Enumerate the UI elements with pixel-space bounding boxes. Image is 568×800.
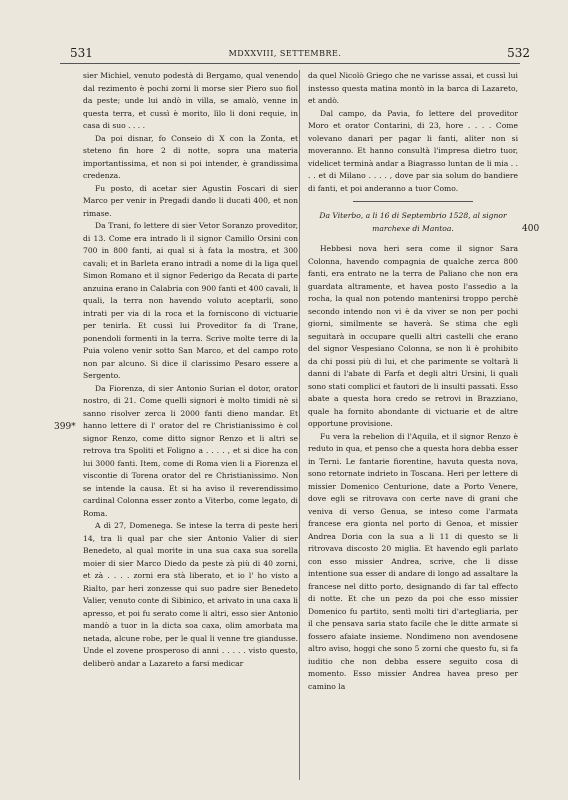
margin-number-left: 399* bbox=[54, 422, 76, 432]
margin-number-right: 400 bbox=[522, 224, 540, 234]
column-divider bbox=[299, 70, 300, 780]
paragraph: A dì 27, Domenega. Se intese la terra di peste heri 14, tra li qual par che sier Antonio Valier di sier Benedeto, al qual morite in una sua caxa sua sorella moier di sier Marco Diedo da peste zà più di 40 zorni, et zà . . . . zorni era stà liberato, et io l' ho visto a Rialto, par heri zonzesse qui suo padre sier Benedeto Valier, venuto conte di Sibinico, et arivato in una caxa li apresso, et poi fu serato come li altri, esso sier Antonio mandò a tuor in la dicta soa caxa, olim amorbata ma netada, alcune robe, per le qual li venne tre giandusse. Unde el zovene prosperoso di anni . . . . . visto questo, deliberò andar a Lazareto a farsi medicar bbox=[83, 521, 298, 668]
paragraph: Da Fiorenza, di sier Antonio Surian el dotor, orator nostro, di 21. Come quelli signori è molto timidi nè si sanno risolver zerca li 2000 fanti dieno mandar. Et hanno lettere di l' orator del re Christianissimo è col signor Renzo, come ditto signor Renzo et li altri se retrova tra Spoliti et Foligno a . . . . , et si dice ha con lui 3000 fanti. Item, come di Roma vien li a Fiorenza el viscontie di Torena orator del re Christianissimo. Non se intende la causa. Et si ha aviso il reverendissimo cardinal Colonna esser zonto a Viterbo, come legato, di Roma. bbox=[83, 383, 298, 518]
paragraph: da quel Nicolò Griego che ne varisse assai, et cussì lui instesso questa matina montò in la barca di Lazareto, et andò. bbox=[308, 71, 518, 105]
paragraph: Da Trani, fo lettere di sier Vetor Soranzo proveditor, di 13. Come era intrado li il signor Camillo Orsini con 700 in 800 fanti, ai qual si à fata la mostra, et 300 cavali; et in Barleta erano intradi a nome di la liga quel Simon Romano et il signor Federigo da Recata di parte anzuina erano in Calabria con 900 fanti et 400 cavali, li quali, la terra non havendo voluto aceptarli, sono intrati per via di la roca et la forniscono di victuarie per tenirla. Et cussì lui Proveditor fa di Trane, ponendoli formenti in la terra. Scrive molte terre di la Puia voleno venir sotto San Marco, et del campo roto non par alcuno. Si dice il clarissimo Pesaro essere a Sergento. bbox=[83, 221, 298, 380]
section-rule bbox=[353, 201, 473, 202]
right-column bbox=[308, 70, 518, 693]
paragraph: Da poi disnar, fo Conseio di X con la Zonta, et steteno fin hore 2 di notte, sopra una materia importantissima, et non si poi intender, è grandissima credenza. bbox=[83, 133, 298, 180]
header-rule bbox=[60, 63, 520, 64]
paragraph: Fu posto, di acetar sier Agustin Foscari di sier Marco per venir in Pregadi dando li ducati 400, et non rimase. bbox=[83, 183, 298, 218]
paragraph: sier Michiel, venuto podestà di Bergamo, qual venendo dal rezimento è pochi zorni li morse sier Piero suo fiol da peste; unde lui andò in villa, se amalò, venne in questa terra, et cussì è morito, lìlo li doni requie, in casa di suo . . . . bbox=[83, 71, 298, 130]
paragraph: Dal campo, da Pavia, fo lettere del proveditor Moro et orator Contarini, di 23, hore . . . . Come volevano danari per pagar li fanti, aliter non si moveranno. Et hanno consultà l'impresa dietro tuor, videlicet terminà andar a Biagrasso luntan de li mia . . . . et di Milano . . . . , dove par sia solum do bandiere di fanti, et poi anderanno a tuor Como. bbox=[308, 108, 518, 193]
paragraph: Fu vera la rebelion di l'Aquila, et il signor Renzo è reduto in qua, et penso che a questa hora debba esser in Terni. Le fantarie fiorentine, havuta questa nova, sono retornate indrieto in Toscana. Heri per lettere di missier Domenico Centurione, date a Porto Venere, dove egli se ritrovava con certe nave di grani che veniva di verso Genua, se inteso come l'armata francese era gionta nel porto di Genoa, et missier Andrea Doria con la sua a li 11 di questo se li ritrovava discosto 20 miglia. Et havendo egli parlato con esso missier Andrea, scrive, che li disse intentione sua esser di andare di longo ad assaltare la francese nel ditto porto, designando di far tal effecto di notte. Et che un pezo da poi che esso missier Domenico fu partito, sentì molti tiri d'artegliaria, per il che pensava saria stato facile che le ditte armate si fossero afaiate insieme. Nondimeno non avendosene altro aviso, hoggi che sono 5 zorni che questo fu, si fa iuditio che non debba essere seguito cosa di momento. Esso missier Andrea havea preso per camino la bbox=[308, 431, 518, 691]
right-page-number: 532 bbox=[507, 46, 530, 60]
running-title: MDXXVIII, SETTEMBRE. bbox=[228, 49, 342, 58]
left-page-number: 531 bbox=[70, 46, 93, 60]
left-column bbox=[83, 70, 298, 670]
paragraph: Hebbesi nova heri sera come il signor Sara Colonna, havendo compagnia de qualche zerca 800 fanti, era entrato ne la terra de Paliano che non era guardata altramente, et havea posto l'assedio a la rocha, la qual non potendo mantenirsi troppo perchè secondo intendo non vi è da viver se non per pochi giorni, similmente se haverà. Se stima che egli seguitarà in occupare quelli altri castelli che erano del signor Vespesiano Colonna, se non li è prohibito da chi possi più di lui, et che parimente se voltarà li danni di l'abate di Farfa et degli altri Ursini, li quali sono stati complici et fautori de li insulti passati. Esso abate a questa hora credo se retrovi in Brazziano, quale ha fornito abondante di victuarie et de altre opportune provisione. bbox=[308, 244, 518, 428]
section-heading: Da Viterbo, a li 16 di Septembrio 1528, al signor marchexe di Mantoa. bbox=[319, 211, 507, 233]
